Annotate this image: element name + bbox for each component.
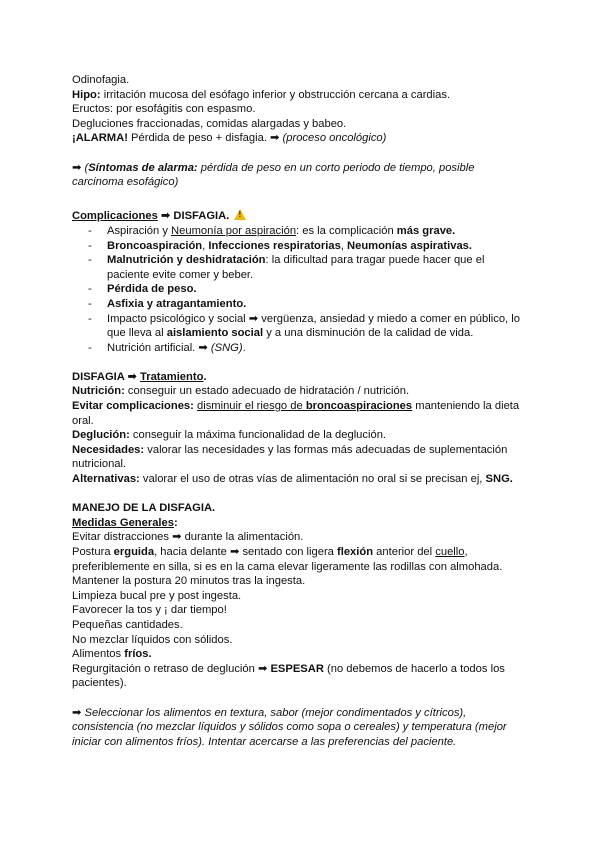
- item-note: (SNG): [210, 341, 243, 354]
- list-item: [72, 239, 524, 254]
- item-bold: Pérdida de peso.: [107, 283, 197, 296]
- nutricion-line: [72, 384, 524, 399]
- tratamiento-title-end: .: [203, 370, 207, 383]
- deglucion-text: conseguir la máxima funcionalidad de la deglución.: [129, 429, 387, 442]
- item-text: : la dificultad para tragar puede hacer que el paciente evite comer y beber.: [107, 254, 485, 281]
- item-text: y a una disminución de la calidad de vida.: [263, 327, 474, 340]
- alternativas-bold: SNG.: [485, 473, 513, 486]
- odinofagia-line: Odinofagia.: [72, 74, 130, 86]
- dash: -: [88, 341, 92, 354]
- alternativas-line: [72, 472, 524, 487]
- final-note: [72, 706, 524, 750]
- dash: -: [88, 224, 92, 237]
- item-bold: Asfixia y atragantamiento.: [107, 297, 247, 310]
- tratamiento-heading: [72, 370, 524, 385]
- item-bold: más grave.: [396, 224, 456, 237]
- evitar-label: Evitar complicaciones:: [72, 400, 194, 413]
- dash: -: [88, 283, 92, 296]
- dash: -: [88, 312, 92, 325]
- item-text: Nutrición artificial. ➡: [107, 341, 211, 354]
- eructos-line: Eructos: por esofágitis con espasmo.: [72, 103, 256, 116]
- evitar-line: [72, 399, 524, 428]
- manejo-line: Mantener la postura 20 minutos tras la ingesta.: [72, 575, 306, 588]
- necesidades-label: Necesidades:: [72, 443, 145, 456]
- necesidades-line: [72, 443, 524, 472]
- document-page: [72, 73, 524, 749]
- manejo-line: Evitar distracciones ➡ durante la alimentación.: [72, 531, 304, 544]
- postura-text: , hacia delante ➡ sentado con ligera: [154, 546, 337, 558]
- item-text: Aspiración y: [107, 224, 172, 237]
- item-text: : es la complicación: [296, 224, 397, 237]
- item-text: Impacto psicológico y social ➡ vergüenza, ansiedad y miedo a comer en público, lo que lleva al: [107, 312, 520, 340]
- deglucion-label: Deglución:: [72, 429, 130, 442]
- dash: -: [88, 239, 92, 252]
- alimentos-text: Alimentos: [72, 648, 125, 661]
- list-item: [72, 282, 524, 297]
- manejo-line: No mezclar líquidos con sólidos.: [72, 633, 233, 646]
- postura-bold: flexión: [337, 546, 374, 558]
- complicaciones-list: [72, 224, 524, 355]
- hipo-text: irritación mucosa del esófago inferior y obstrucción cercana a cardias.: [100, 88, 451, 101]
- manejo-line: Pequeñas cantidades.: [72, 618, 183, 631]
- postura-underlined: cuello: [435, 546, 465, 558]
- evitar-underlined-bold: broncoaspiraciones: [305, 400, 413, 413]
- deglucion-line: [72, 428, 524, 443]
- alarma-text: Pérdida de peso + disfagia. ➡: [127, 132, 283, 145]
- manejo-heading: [72, 501, 524, 516]
- regurgitacion-text: (no debemos de hacerlo a todos los pacientes).: [72, 662, 505, 690]
- item-bold: Malnutrición y deshidratación: [107, 254, 266, 267]
- list-item: [72, 312, 524, 341]
- complicaciones-arrow-title: ➡ DISFAGIA.: [157, 210, 230, 223]
- item-text: .: [242, 341, 246, 354]
- hipo-label: Hipo:: [72, 88, 101, 101]
- alarma-line: [72, 131, 524, 146]
- manejo-line: Limpieza bucal pre y post ingesta.: [72, 589, 242, 602]
- regurgitacion-line: [72, 662, 524, 691]
- postura-text: , preferiblemente en silla, si es en la cama elevar ligeramente las rodillas con almohada.: [72, 546, 503, 573]
- manejo-title: MANEJO DE LA DISFAGIA.: [72, 502, 216, 515]
- alimentos-bold: fríos.: [124, 648, 152, 661]
- manejo-line: Favorecer la tos y ¡ dar tiempo!: [72, 604, 227, 617]
- postura-text: anterior del: [373, 546, 436, 558]
- regurgitacion-bold: ESPESAR: [270, 662, 324, 675]
- item-text: ,: [202, 239, 209, 252]
- dash: -: [88, 254, 92, 267]
- alternativas-text: valorar el uso de otras vías de alimentación no oral si se precisan ej,: [139, 473, 486, 486]
- dash: -: [88, 297, 92, 310]
- hipo-line: [72, 88, 524, 103]
- necesidades-text: valorar las necesidades y las formas más adecuadas de suplementación nutricional.: [72, 443, 508, 471]
- tratamiento-title-pre: DISFAGIA ➡: [72, 370, 141, 383]
- medidas-title: Medidas Generales: [72, 516, 174, 529]
- list-item: [72, 224, 524, 239]
- arrow-right-icon: ➡: [72, 706, 85, 719]
- alternativas-label: Alternativas:: [72, 473, 140, 486]
- complicaciones-title: Complicaciones: [72, 210, 158, 223]
- item-bold: Broncoaspiración: [107, 239, 203, 252]
- regurgitacion-text: Regurgitación o retraso de deglución ➡: [72, 662, 271, 675]
- warning-icon: !: [234, 209, 246, 220]
- list-item: [72, 297, 524, 312]
- medidas-heading: [72, 516, 524, 531]
- item-bold: Neumonías aspirativas.: [347, 239, 472, 252]
- item-bold: Infecciones respiratorias: [208, 239, 341, 252]
- postura-text: Postura: [72, 546, 114, 558]
- sintomas-text: pérdida de peso en un corto periodo de tiempo, posible carcinoma esofágico): [72, 161, 475, 189]
- nutricion-text: conseguir un estado adecuado de hidratación / nutrición.: [124, 385, 410, 398]
- medidas-colon: :: [173, 516, 178, 529]
- alimentos-line: [72, 647, 524, 662]
- complicaciones-heading: [72, 209, 524, 224]
- item-bold: aislamiento social: [166, 327, 264, 340]
- item-text: ,: [340, 239, 348, 252]
- evitar-text: manteniendo la dieta oral.: [72, 400, 520, 427]
- sintomas-alarma-note: [72, 161, 524, 190]
- nutricion-label: Nutrición:: [72, 385, 125, 398]
- tratamiento-title: Tratamiento: [140, 370, 204, 383]
- alarma-label: ¡ALARMA!: [72, 132, 128, 145]
- list-item: [72, 253, 524, 282]
- sintomas-label: Síntomas de alarma:: [88, 161, 198, 174]
- alarma-note: (proceso oncológico): [282, 132, 387, 145]
- list-item: [72, 341, 524, 356]
- sintomas-open: (: [84, 161, 89, 174]
- postura-bold: erguida: [113, 546, 155, 558]
- postura-line: [72, 545, 524, 574]
- degluciones-line: Degluciones fraccionadas, comidas alargadas y babeo.: [72, 117, 347, 130]
- neumonia-link[interactable]: Neumonía por aspiración: [171, 224, 297, 237]
- final-note-text: Seleccionar los alimentos en textura, sabor (mejor condimentados y cítricos), consistencia (no mezclar líquidos y sólidos como sopa o cereales) y temperatura (mejor iniciar con alimentos fríos). Intentar acercarse a las preferencias del paciente.: [72, 706, 507, 748]
- arrow-right-icon: ➡: [72, 161, 85, 174]
- evitar-underlined: disminuir el riesgo de: [196, 400, 306, 413]
